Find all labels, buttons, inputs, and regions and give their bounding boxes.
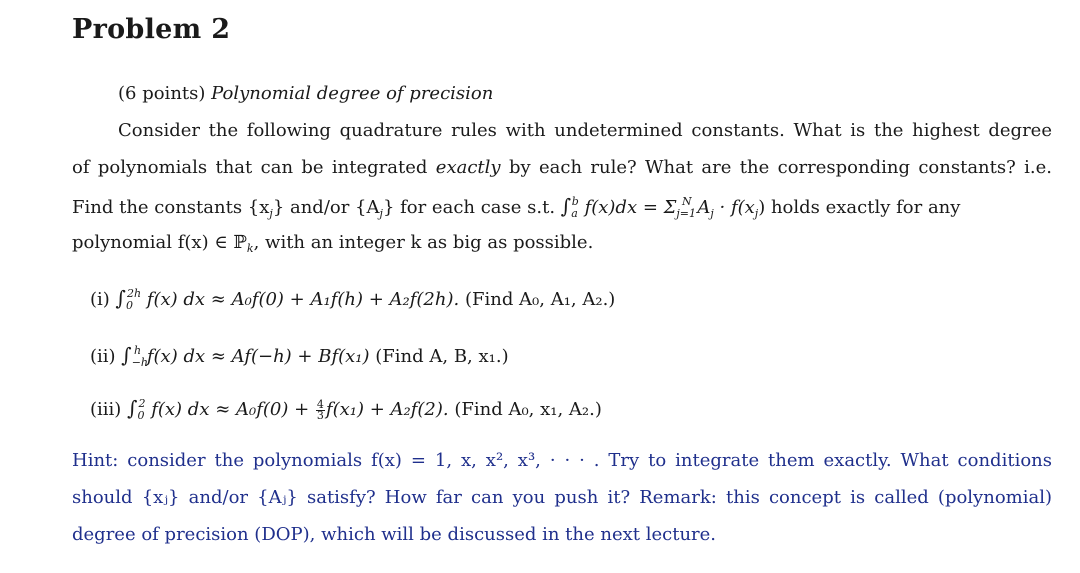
intro-text: } for each case s.t. xyxy=(382,197,556,218)
integral-sign: ∫ xyxy=(121,343,132,367)
intro-text: Find the constants {x xyxy=(72,197,270,218)
formula-text: · f(x xyxy=(713,197,755,218)
problem-title: Problem 2 xyxy=(72,14,231,45)
fraction-four-thirds: $\frac{4}{3}$ xyxy=(316,397,324,422)
hint-line-1: Hint: consider the polynomials f(x) = 1, x, x², x³, · · · . Try to integrate them exactly. What conditions xyxy=(72,450,1052,471)
intro-line-3: Find the constants $\{x_j\}$ and/or $\{A_j\}$ for each case s.t. $\int_a^b$ $f(x)dx = \Sigma_{j=1}^N$ $A_j \cdot f(x_j)$ holds exactly for any xyxy=(72,194,961,220)
item-find: (Find A, B, x₁.) xyxy=(375,346,509,367)
subproblem-ii: (ii) $\int_{-h}^h$ f(x) dx ≈ Af(−h) + Bf(x₁) (Find A, B, x₁.) xyxy=(90,343,509,369)
item-rule: f(x) dx ≈ A₀f(0) + A₁f(h) + A₂f(2h). xyxy=(146,289,460,310)
formula-text: A xyxy=(697,197,711,218)
emphasis-exactly: exactly xyxy=(435,157,501,178)
intro-line-1: Consider the following quadrature rules with undetermined constants. What is the highest degree xyxy=(118,120,1052,141)
subproblem-iii: (iii) $\int_0^2$ f(x) dx ≈ A₀f(0) + $\frac{4}{3}$ f(x₁) + A₂f(2). (Find A₀, x₁, A₂.) xyxy=(90,396,602,422)
intro-text: ) holds exactly for any xyxy=(758,197,961,218)
item-label: (iii) xyxy=(90,399,122,420)
item-rule: f(x) dx ≈ Af(−h) + Bf(x₁) xyxy=(146,346,370,367)
item-rule: f(x₁) + A₂f(2). xyxy=(325,399,449,420)
intro-text: polynomial f(x) ∈ ℙ xyxy=(72,232,247,253)
points-label: (6 points) xyxy=(118,83,206,104)
formula-text: f(x)dx = Σ xyxy=(584,197,677,218)
hint-line-3: degree of precision (DOP), which will be discussed in the next lecture. xyxy=(72,524,717,545)
subproblem-i: (i) $\int_0^{2h}$ f(x) dx ≈ A₀f(0) + A₁f(h) + A₂f(2h). (Find A₀, A₁, A₂.) xyxy=(90,286,616,312)
intro-text: of polynomials that can be integrated xyxy=(72,157,428,178)
item-find: (Find A₀, A₁, A₂.) xyxy=(464,289,616,310)
intro-text: } and/or {A xyxy=(272,197,380,218)
integral-sign: ∫ xyxy=(560,194,572,218)
hint-line-2: should {xⱼ} and/or {Aⱼ} satisfy? How far can you push it? Remark: this concept is called (polynomial) xyxy=(72,487,1052,508)
item-rule: f(x) dx ≈ A₀f(0) + xyxy=(151,399,310,420)
item-label: (ii) xyxy=(90,346,116,367)
integral-sign: ∫ xyxy=(115,286,126,310)
intro-line-4: polynomial f(x) ∈ ℙ$_k$, with an integer k as big as possible. xyxy=(72,232,594,255)
intro-text: , with an integer k as big as possible. xyxy=(253,232,594,253)
problem-heading xyxy=(118,83,493,104)
topic-label: Polynomial degree of precision xyxy=(211,83,494,104)
intro-line-2 xyxy=(72,157,1052,178)
item-find: (Find A₀, x₁, A₂.) xyxy=(454,399,602,420)
item-label: (i) xyxy=(90,289,110,310)
intro-text: by each rule? What are the corresponding constants? i.e. xyxy=(508,157,1052,178)
integral-sign: ∫ xyxy=(127,396,138,420)
